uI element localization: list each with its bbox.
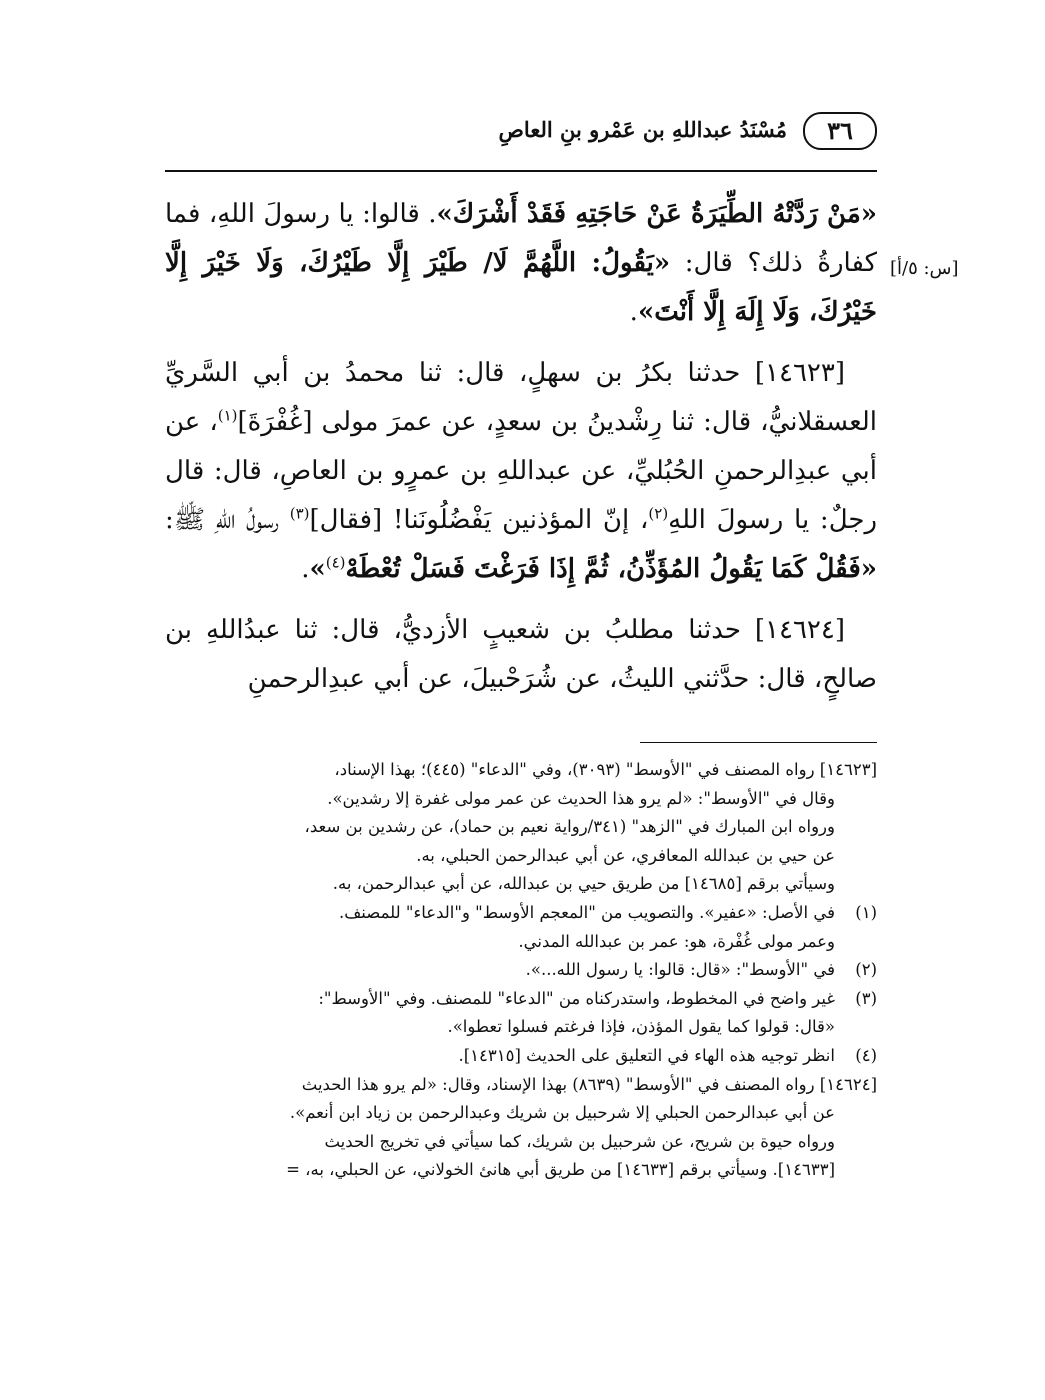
footnote-line: [١٤٦٢٣] رواه المصنف في "الأوسط" (٣٠٩٣)، وفي "الدعاء" (٤٤٥)؛ بهذا الإسناد،	[334, 760, 877, 779]
header-title: مُسْنَدُ عبداللهِ بن عَمْرو بنِ العاصِ	[498, 117, 787, 142]
manuscript-margin-note: [س: ٥/أ]	[890, 258, 959, 279]
footnote-ref-3[interactable]: (٣)	[289, 504, 310, 523]
footnote-line: انظر توجيه هذه الهاء في التعليق على الحديث [١٤٣١٥].	[458, 1045, 835, 1065]
footnote-line: وقال في "الأوسط": «لم يرو هذا الحديث عن عمر مولى غفرة إلا رشدين».	[327, 788, 835, 808]
footnote-separator	[640, 742, 877, 743]
isnad-text: ، عن أبي عبدِالرحمنِ الحُبُليِّ، عن عبداللهِ بن عمرٍو بن العاصِ، قال: قال رجلٌ: يا رسولَ اللهِ	[165, 407, 878, 535]
footnote-line: ورواه ابن المبارك في "الزهد" (٣٤١/رواية نعيم بن حماد)، عن رشدين بن سعد،	[304, 817, 835, 837]
footnote-line: [١٤٦٣٣]. وسيأتي برقم [١٤٦٣٣] من طريق أبي هانئ الخولاني، عن الحبلي، به، =	[286, 1160, 835, 1180]
footnote-line: [١٤٦٢٤] رواه المصنف في "الأوسط" (٨٦٣٩) بهذا الإسناد، وقال: «لم يرو هذا الحديث	[301, 1074, 877, 1094]
narration-text: ، إنّ المؤذنين يَفْضُلُونَنا! [فقال]	[309, 505, 649, 535]
header-rule	[165, 170, 877, 172]
footnote-number: (٤)	[855, 1045, 877, 1065]
paragraph-hadith-14623	[165, 349, 877, 594]
footnote-line: وعمر مولى غُفْرة، هو: عمر بن عبدالله المدني.	[518, 931, 835, 951]
main-text	[165, 190, 877, 704]
footnote-line: غير واضح في المخطوط، واستدركناه من "الدعاء" للمصنف. وفي "الأوسط":	[318, 988, 835, 1008]
narration-text: رسولُ اللهِ ﷺ:	[165, 505, 290, 535]
paragraph-hadith-end	[165, 190, 877, 337]
footnote-2	[165, 956, 877, 985]
footnote-line: ورواه حيوة بن شريح، عن شرحبيل بن شريك، كما سيأتي في تخريج الحديث	[324, 1131, 835, 1151]
hadith-quote: «مَنْ رَدَّتْهُ الطِّيَرَةُ عَنْ حَاجَتِهِ فَقَدْ أَشْرَكَ»	[436, 199, 878, 229]
punctuation: .	[629, 297, 638, 327]
takhrij-14624	[165, 1071, 877, 1185]
footnotes	[165, 756, 877, 1185]
punctuation: .	[301, 554, 310, 584]
footnote-line: «قال: قولوا كما يقول المؤذن، فإذا فرغتم فسلوا تعطوا».	[447, 1017, 835, 1037]
footnote-number: (٣)	[855, 988, 877, 1008]
isnad-text: [١٤٦٢٣] حدثنا بكرُ بن سهلٍ، قال: ثنا محمدُ بن أبي السَّريِّ العسقلانيُّ، قال: ثنا رِشْدينُ بن سعدٍ، عن عمرَ مولى [غُفْرَةَ]	[165, 358, 877, 437]
paragraph-hadith-14624	[165, 606, 877, 704]
footnote-3	[165, 985, 877, 1042]
hadith-quote: «يَقُولُ: اللَّهُمَّ لَا/ طَيْرَ إِلَّا طَيْرُكَ، وَلَا خَيْرَ إِلَّا خَيْرُكَ، وَلَا إِلَهَ إِلَّا أَنْتَ»	[165, 248, 877, 327]
footnote-number: (١)	[855, 902, 877, 922]
page-number: ٣٦	[803, 112, 877, 150]
running-header	[165, 112, 877, 152]
narration-text: . قالوا: يا رسولَ اللهِ، فما كفارةُ ذلك؟ قال:	[165, 199, 877, 278]
footnote-ref-4[interactable]: (٤)	[325, 553, 346, 572]
footnote-line: وسيأتي برقم [١٤٦٨٥] من طريق حيي بن عبدالله، عن أبي عبدالرحمن، به.	[332, 874, 835, 894]
hadith-quote: «فَقُلْ كَمَا يَقُولُ المُؤَذِّنُ، ثُمَّ إِذَا فَرَغْتَ فَسَلْ تُعْطَهْ	[345, 554, 877, 584]
isnad-text: [١٤٦٢٤] حدثنا مطلبُ بن شعيبٍ الأزديُّ، قال: ثنا عبدُاللهِ بن صالحٍ، قال: حدَّثني الليثُ، عن شُرَحْبيلَ، عن أبي عبدِالرحمنِ	[165, 615, 877, 694]
footnote-line: عن حيي بن عبدالله المعافري، عن أبي عبدالرحمن الحبلي، به.	[416, 845, 835, 865]
footnote-4	[165, 1042, 877, 1071]
hadith-quote-close: »	[309, 554, 326, 584]
footnote-line: عن أبي عبدالرحمن الحبلي إلا شرحبيل بن شريك وعبدالرحمن بن زياد ابن أنعم».	[289, 1103, 835, 1123]
footnote-line: في الأصل: «عفير». والتصويب من "المعجم الأوسط" و"الدعاء" للمصنف.	[338, 902, 835, 922]
footnote-ref-1[interactable]: (١)	[217, 406, 238, 425]
footnote-ref-2[interactable]: (٢)	[648, 504, 669, 523]
footnote-number: (٢)	[855, 960, 877, 980]
takhrij-14623	[165, 756, 877, 899]
footnote-line: في "الأوسط": «قال: قالوا: يا رسول الله...».	[525, 960, 835, 980]
footnote-1	[165, 899, 877, 956]
